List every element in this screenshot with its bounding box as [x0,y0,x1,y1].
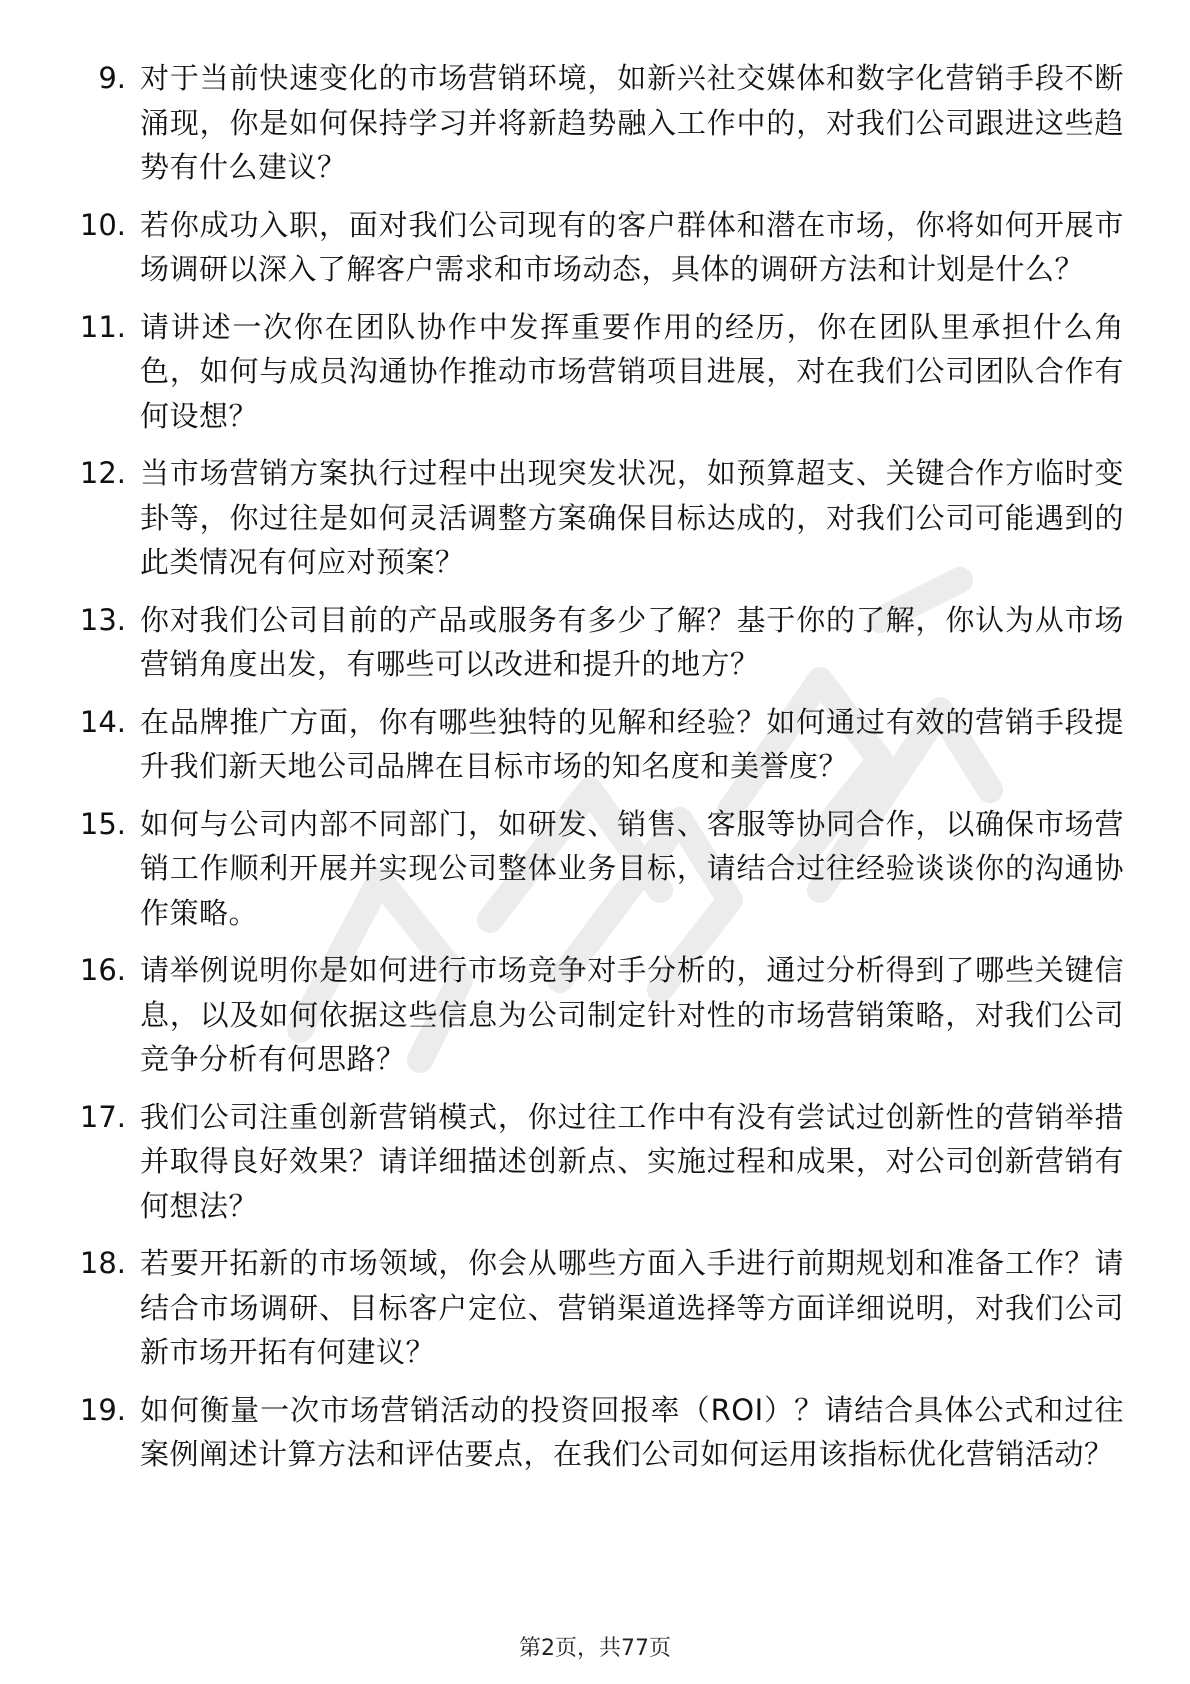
question-text: 在品牌推广方面，你有哪些独特的见解和经验？如何通过有效的营销手段提升我们新天地公司品牌在目标市场的知名度和美誉度？ [140,704,1124,783]
question-item [62,1095,1132,1229]
question-text: 你对我们公司目前的产品或服务有多少了解？基于你的了解，你认为从市场营销角度出发，有哪些可以改进和提升的地方？ [140,602,1124,681]
page-number: 第2页，共77页 [519,1636,671,1661]
question-item [62,56,1132,190]
question-number: 12. [79,456,126,490]
question-text: 当市场营销方案执行过程中出现突发状况，如预算超支、关键合作方临时变卦等，你过往是如何灵活调整方案确保目标达成的，对我们公司可能遇到的此类情况有何应对预案？ [140,456,1124,579]
question-text: 我们公司注重创新营销模式，你过往工作中有没有尝试过创新性的营销举措并取得良好效果？请详细描述创新点、实施过程和成果，对公司创新营销有何想法？ [140,1099,1124,1223]
question-number: 18. [79,1246,126,1280]
question-number: 19. [79,1392,126,1427]
question-item [62,1388,1132,1477]
question-text: 请讲述一次你在团队协作中发挥重要作用的经历，你在团队里承担什么角色，如何与成员沟通协作推动市场营销项目进展，对在我们公司团队合作有何设想？ [140,309,1124,433]
question-item [62,700,1132,789]
question-number: 17. [79,1099,126,1134]
question-number: 14. [79,704,126,739]
question-item [62,451,1132,585]
question-item [62,305,1132,439]
question-text: 若你成功入职，面对我们公司现有的客户群体和潜在市场，你将如何开展市场调研以深入了解客户需求和市场动态，具体的调研方法和计划是什么？ [140,207,1124,286]
question-number: 13. [79,602,126,637]
question-item [62,948,1132,1082]
question-text: 如何衡量一次市场营销活动的投资回报率（ROI）？请结合具体公式和过往案例阐述计算方法和评估要点，在我们公司如何运用该指标优化营销活动？ [140,1392,1124,1471]
question-text: 对于当前快速变化的市场营销环境，如新兴社交媒体和数字化营销手段不断涌现，你是如何保持学习并将新趋势融入工作中的，对我们公司跟进这些趋势有什么建议？ [140,61,1124,184]
question-number: 11. [79,309,126,344]
question-text: 请举例说明你是如何进行市场竞争对手分析的，通过分析得到了哪些关键信息，以及如何依据这些信息为公司制定针对性的市场营销策略，对我们公司竞争分析有何思路？ [140,953,1124,1076]
question-number: 16. [79,953,126,987]
question-item [62,802,1132,936]
question-item [62,203,1132,292]
question-item [62,1241,1132,1375]
question-text: 如何与公司内部不同部门，如研发、销售、客服等协同合作，以确保市场营销工作顺利开展并实现公司整体业务目标，请结合过往经验谈谈你的沟通协作策略。 [140,806,1124,930]
question-text: 若要开拓新的市场领域，你会从哪些方面入手进行前期规划和准备工作？请结合市场调研、目标客户定位、营销渠道选择等方面详细说明，对我们公司新市场开拓有何建议？ [140,1246,1124,1369]
question-number: 9. [98,61,126,95]
question-number: 15. [79,806,126,841]
question-number: 10. [79,207,126,242]
question-list [62,56,1132,1490]
question-item [62,598,1132,687]
